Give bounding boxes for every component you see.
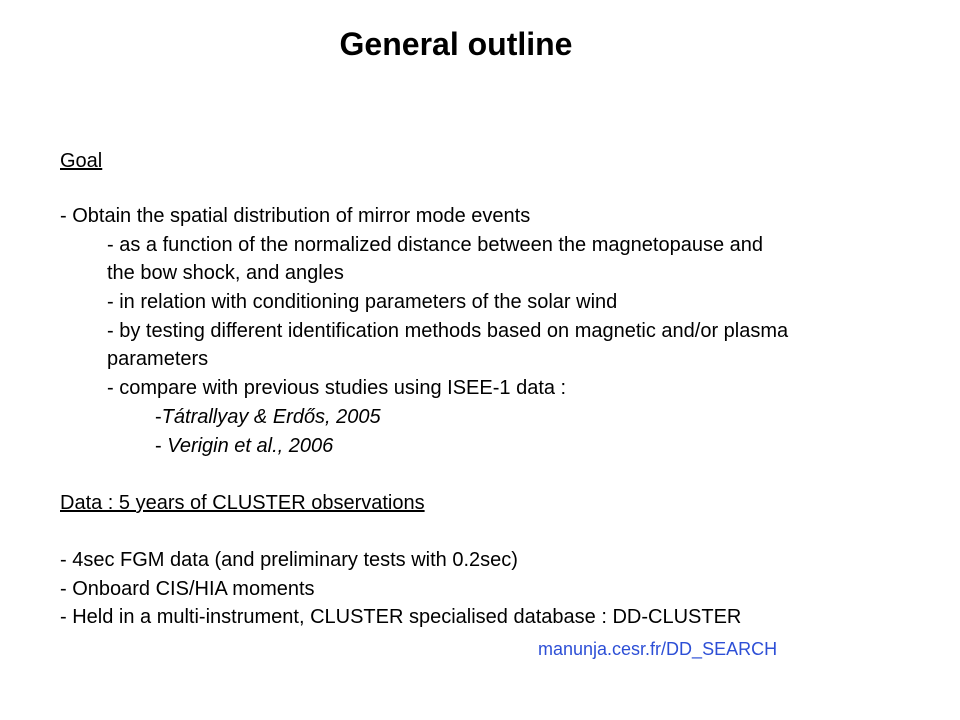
reference-2-prefix: - [155, 435, 168, 457]
goal-sub-bullet-1b: the bow shock, and angles [107, 262, 344, 284]
data-item-3: - Held in a multi-instrument, CLUSTER specialised database : DD-CLUSTER [60, 606, 742, 628]
data-item-1: - 4sec FGM data (and preliminary tests with 0.2sec) [60, 549, 518, 571]
slide-title: General outline [339, 26, 573, 62]
reference-1 [155, 405, 381, 429]
goal-sub-bullet-3a: - by testing different identification methods based on magnetic and/or plasma [107, 320, 789, 342]
data-item-2: - Onboard CIS/HIA moments [60, 578, 315, 600]
goal-heading: Goal [60, 150, 103, 172]
data-heading: Data : 5 years of CLUSTER observations [60, 492, 425, 514]
goal-sub-bullet-2: - in relation with conditioning parameters of the solar wind [107, 291, 618, 313]
reference-2 [155, 434, 333, 458]
goal-sub-bullet-1a: - as a function of the normalized distance between the magnetopause and [107, 234, 763, 256]
reference-1-prefix: - [155, 406, 162, 428]
reference-1-text: Tátrallyay & Erdős, 2005 [161, 406, 381, 428]
goal-main-bullet: - Obtain the spatial distribution of mirror mode events [60, 205, 531, 227]
goal-sub-bullet-4: - compare with previous studies using ISEE-1 data : [107, 377, 567, 399]
dd-search-link[interactable]: manunja.cesr.fr/DD_SEARCH [538, 639, 778, 659]
goal-sub-bullet-3b: parameters [107, 348, 209, 370]
reference-2-text: Verigin et al., 2006 [167, 435, 334, 457]
